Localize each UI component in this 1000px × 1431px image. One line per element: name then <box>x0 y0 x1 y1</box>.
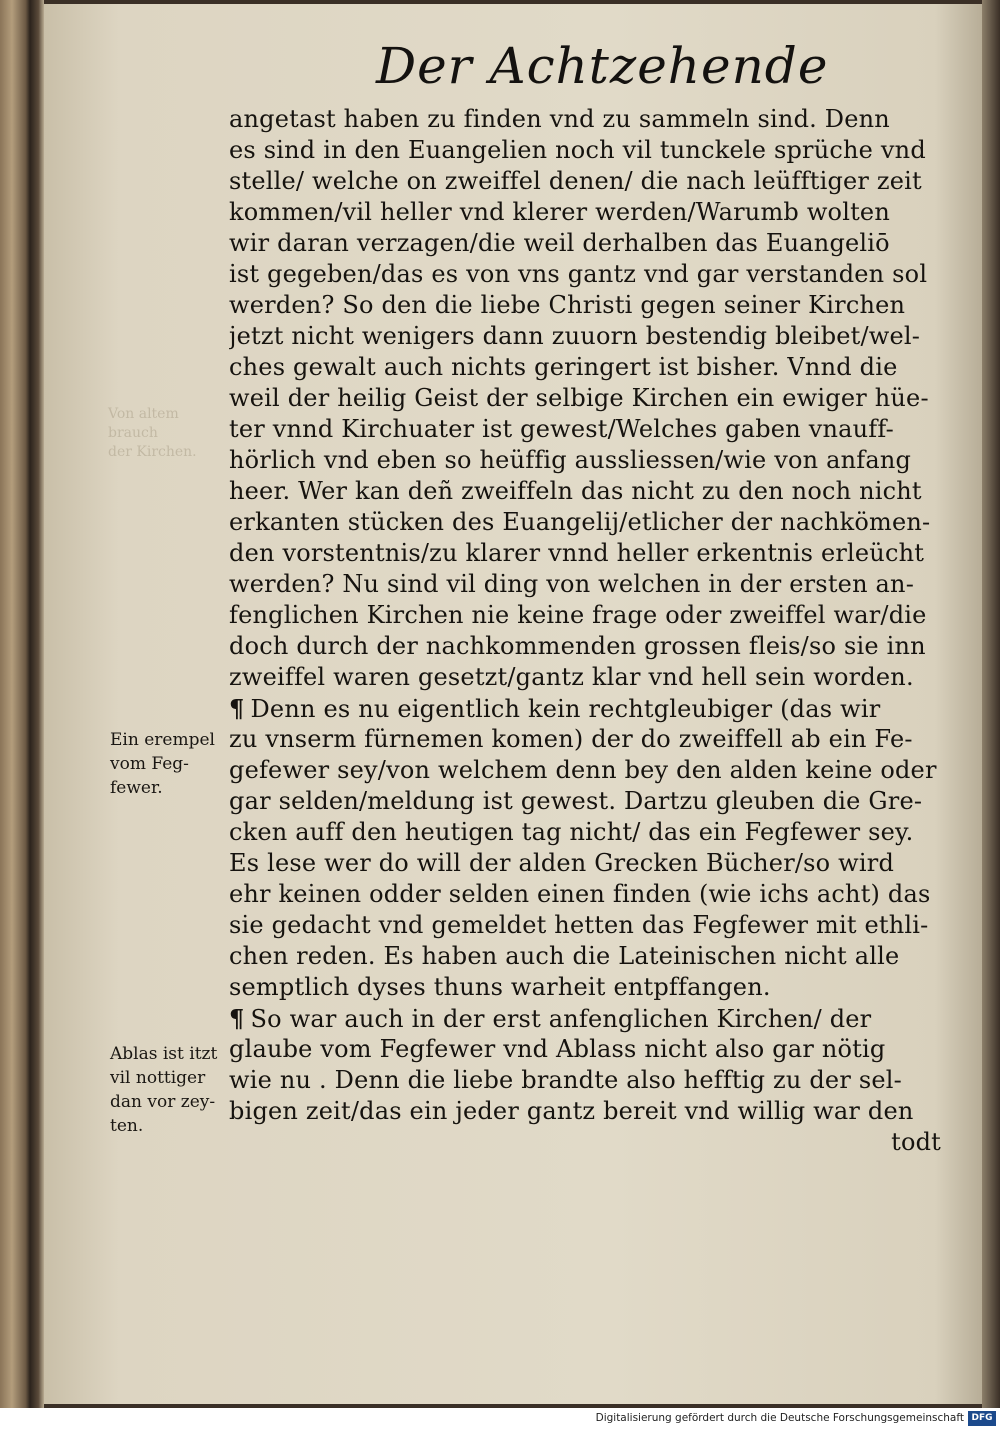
funding-credit: Digitalisierung gefördert durch die Deutsche Forschungsgemeinschaft <box>595 1412 964 1424</box>
left-page-edge <box>0 0 30 1408</box>
text-line: zweiffel waren gesetzt/gantz klar vnd hell sein worden. <box>229 663 914 691</box>
text-line: stelle/ welche on zweiffel denen/ die nach leüfftiger zeit <box>229 167 922 195</box>
text-line: werden? So den die liebe Christi gegen seiner Kirchen <box>229 291 906 319</box>
text-line: gar selden/meldung ist gewest. Dartzu gleuben die Gre- <box>229 787 923 815</box>
dfg-logo: DFG <box>968 1411 996 1426</box>
text-line: wie nu . Denn die liebe brandte also hefftig zu der sel- <box>229 1066 902 1094</box>
margin-note-fegfewer: Ein erempel vom Feg- fewer. <box>110 730 215 798</box>
text-line: Es lese wer do will der alden Grecken Bücher/so wird <box>229 849 895 877</box>
text-line: doch durch der nachkommenden grossen fleis/so sie inn <box>229 632 926 660</box>
text-line: ehr keinen odder selden einen finden (wie ichs acht) das <box>229 880 931 908</box>
text-line: heer. Wer kan deñ zweiffeln das nicht zu den noch nicht <box>229 477 922 505</box>
paragraph-start-line: ¶ So war auch in der erst anfenglichen Kirchen/ der <box>229 1004 872 1033</box>
text-line: glaube vom Fegfewer vnd Ablass nicht also gar nötig <box>229 1035 886 1063</box>
text-line: sie gedacht vnd gemeldet hetten das Fegfewer mit ethli- <box>229 911 929 939</box>
pilcrow-mark: ¶ <box>229 694 245 723</box>
text-line: fenglichen Kirchen nie keine frage oder zweiffel war/die <box>229 601 927 629</box>
running-header: Der Achtzehende <box>376 37 829 95</box>
text-line: erkanten stücken des Euangelij/etlicher der nachkömen- <box>229 508 931 536</box>
right-page-edge <box>982 0 1000 1408</box>
text-line: werden? Nu sind vil ding von welchen in der ersten an- <box>229 570 915 598</box>
bleedthrough-text: Von altem brauch der Kirchen. <box>108 406 197 460</box>
text-line: es sind in den Euangelien noch vil tunckele sprüche vnd <box>229 136 926 164</box>
text-line: ter vnnd Kirchuater ist gewest/Welches gaben vnauff- <box>229 415 894 443</box>
text-line: kommen/vil heller vnd klerer werden/Warumb wolten <box>229 198 890 226</box>
text-line: zu vnserm fürnemen komen) der do zweiffell ab ein Fe- <box>229 725 913 753</box>
text-line: gefewer sey/von welchem denn bey den alden keine oder <box>229 756 937 784</box>
text-line: den vorstentnis/zu klarer vnnd heller erkentnis erleücht <box>229 539 925 567</box>
text-line: angetast haben zu finden vnd zu sammeln sind. Denn <box>229 105 890 133</box>
text-line: ist gegeben/das es von vns gantz vnd gar verstanden sol <box>229 260 928 288</box>
pilcrow-mark: ¶ <box>229 1004 245 1033</box>
footer-bar <box>0 1408 1000 1431</box>
text-line: ches gewalt auch nichts geringert ist bisher. Vnnd die <box>229 353 898 381</box>
paragraph-start-line: ¶ Denn es nu eigentlich kein rechtgleubiger (das wir <box>229 694 881 723</box>
body-text <box>229 104 941 1158</box>
text-line: hörlich vnd eben so heüffig aussliessen/wie von anfang <box>229 446 912 474</box>
catchword: todt <box>891 1128 941 1156</box>
margin-note-ablas: Ablas ist itzt vil nottiger dan vor zey- ten. <box>110 1044 218 1136</box>
text-line: weil der heilig Geist der selbige Kirchen ein ewiger hüe- <box>229 384 929 412</box>
text-line: jetzt nicht wenigers dann zuuorn bestendig bleibet/wel- <box>229 322 921 350</box>
text-line: bigen zeit/das ein jeder gantz bereit vnd willig war den <box>229 1097 914 1125</box>
text-line: semptlich dyses thuns warheit entpffangen. <box>229 973 771 1001</box>
text-line: wir daran verzagen/die weil derhalben das Euangeliō <box>229 229 890 257</box>
text-line: cken auff den heutigen tag nicht/ das ein Fegfewer sey. <box>229 818 914 846</box>
text-line: chen reden. Es haben auch die Lateinischen nicht alle <box>229 942 900 970</box>
book-gutter <box>30 0 44 1408</box>
